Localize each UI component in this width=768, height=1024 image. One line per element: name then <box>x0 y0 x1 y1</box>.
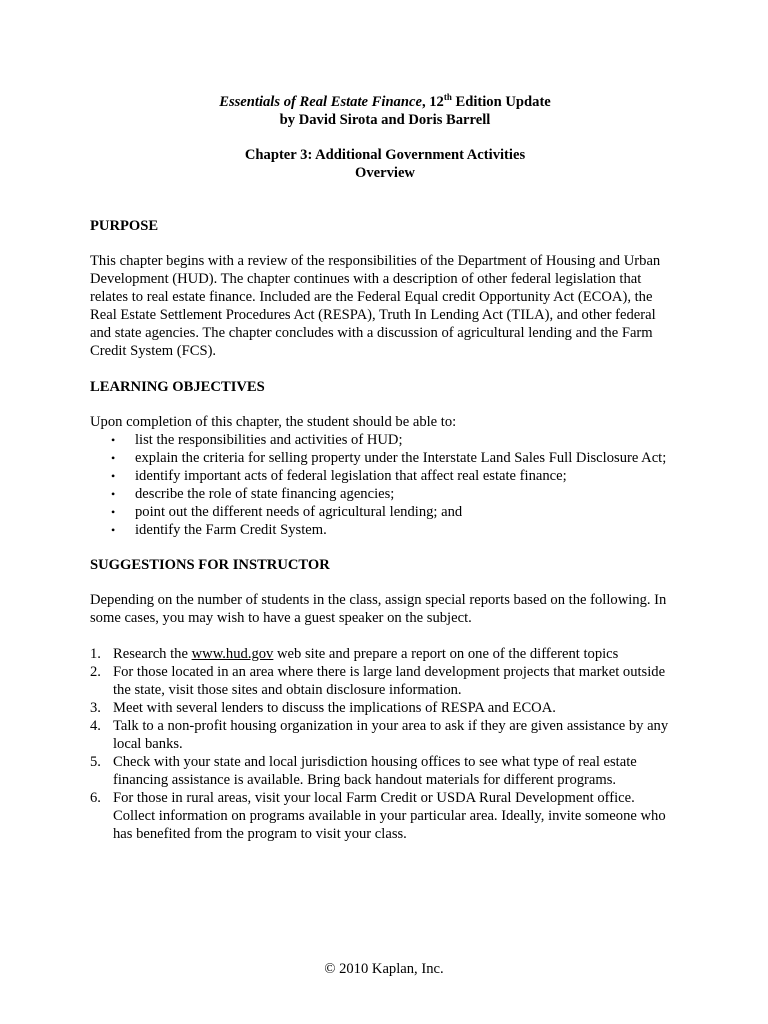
list-item <box>90 717 680 753</box>
list-item <box>90 503 680 521</box>
purpose-heading: PURPOSE <box>90 218 159 234</box>
objective-text: explain the criteria for selling property under the Interstate Land Sales Full Disclosure Act; <box>135 450 667 466</box>
objective-text: point out the different needs of agricultural lending; and <box>135 504 463 520</box>
authors: by David Sirota and Doris Barrell <box>279 112 491 128</box>
list-item <box>90 521 680 539</box>
list-item <box>90 645 680 663</box>
book-title: Essentials of Real Estate Finance <box>219 94 422 110</box>
item-number: 5. <box>90 754 101 770</box>
suggestion-text: For those located in an area where there is large land development projects that market outside the state, visit those sites and obtain disclosure information. <box>113 664 666 698</box>
bullet-icon: • <box>111 487 116 501</box>
suggestion-text-after-link: web site and prepare a report on one of the different topics <box>273 646 619 662</box>
edition-suffix: th <box>443 92 452 102</box>
edition-number: , 12 <box>421 94 444 110</box>
list-item <box>90 699 680 717</box>
suggestion-text-before-link: Research the <box>113 646 192 662</box>
bullet-icon: • <box>111 469 116 483</box>
list-item <box>90 789 680 843</box>
item-number: 4. <box>90 718 101 734</box>
book-title-line <box>90 93 680 111</box>
list-item <box>90 753 680 789</box>
edition-label: Edition Update <box>451 94 551 110</box>
list-item <box>90 431 680 449</box>
list-item <box>90 485 680 503</box>
bullet-icon: • <box>111 451 116 465</box>
suggestion-text: Talk to a non-profit housing organization in your area to ask if they are given assistance by any local banks. <box>113 718 669 752</box>
objective-text: describe the role of state financing agencies; <box>135 486 395 502</box>
suggestions-intro: Depending on the number of students in the class, assign special reports based on the following. In some cases, you may wish to have a guest speaker on the subject. <box>90 592 667 626</box>
suggestions-list <box>90 645 680 843</box>
objective-text: list the responsibilities and activities of HUD; <box>135 432 403 448</box>
hud-website-link[interactable]: www.hud.gov <box>191 646 274 662</box>
objectives-intro: Upon completion of this chapter, the student should be able to: <box>90 414 457 430</box>
document-page <box>90 93 680 843</box>
objective-text: identify the Farm Credit System. <box>135 522 327 538</box>
copyright-footer: © 2010 Kaplan, Inc. <box>324 961 444 977</box>
chapter-title: Chapter 3: Additional Government Activities <box>244 147 526 163</box>
chapter-subtitle: Overview <box>355 165 415 181</box>
list-item <box>90 663 680 699</box>
suggestion-text: Check with your state and local jurisdiction housing offices to see what type of real estate financing assistance is available. Bring back handout materials for different programs. <box>113 754 637 788</box>
item-number: 6. <box>90 790 101 806</box>
suggestions-heading: SUGGESTIONS FOR INSTRUCTOR <box>90 557 330 573</box>
suggestion-text: Meet with several lenders to discuss the implications of RESPA and ECOA. <box>113 700 556 716</box>
item-number: 2. <box>90 664 101 680</box>
purpose-paragraph: This chapter begins with a review of the responsibilities of the Department of Housing and Urban Development (HUD). The chapter continues with a description of other federal legislation that relates to real estate finance. Included are the Federal Equal credit Opportunity Act (ECOA), the Real Estate Settlement Procedures Act (RESPA), Truth In Lending Act (TILA), and other federal and state agencies. The chapter concludes with a discussion of agricultural lending and the Farm Credit System (FCS). <box>90 253 661 359</box>
objectives-list <box>90 431 680 539</box>
bullet-icon: • <box>111 505 116 519</box>
list-item <box>90 449 680 467</box>
item-number: 1. <box>90 646 101 662</box>
list-item <box>90 467 680 485</box>
objective-text: identify important acts of federal legislation that affect real estate finance; <box>135 468 567 484</box>
bullet-icon: • <box>111 433 116 447</box>
suggestion-text: For those in rural areas, visit your local Farm Credit or USDA Rural Development office. Collect information on programs available in your particular area. Ideally, invite someone who has benefited from the program to visit your class. <box>113 790 666 842</box>
objectives-heading: LEARNING OBJECTIVES <box>90 379 265 395</box>
bullet-icon: • <box>111 523 116 537</box>
item-number: 3. <box>90 700 101 716</box>
